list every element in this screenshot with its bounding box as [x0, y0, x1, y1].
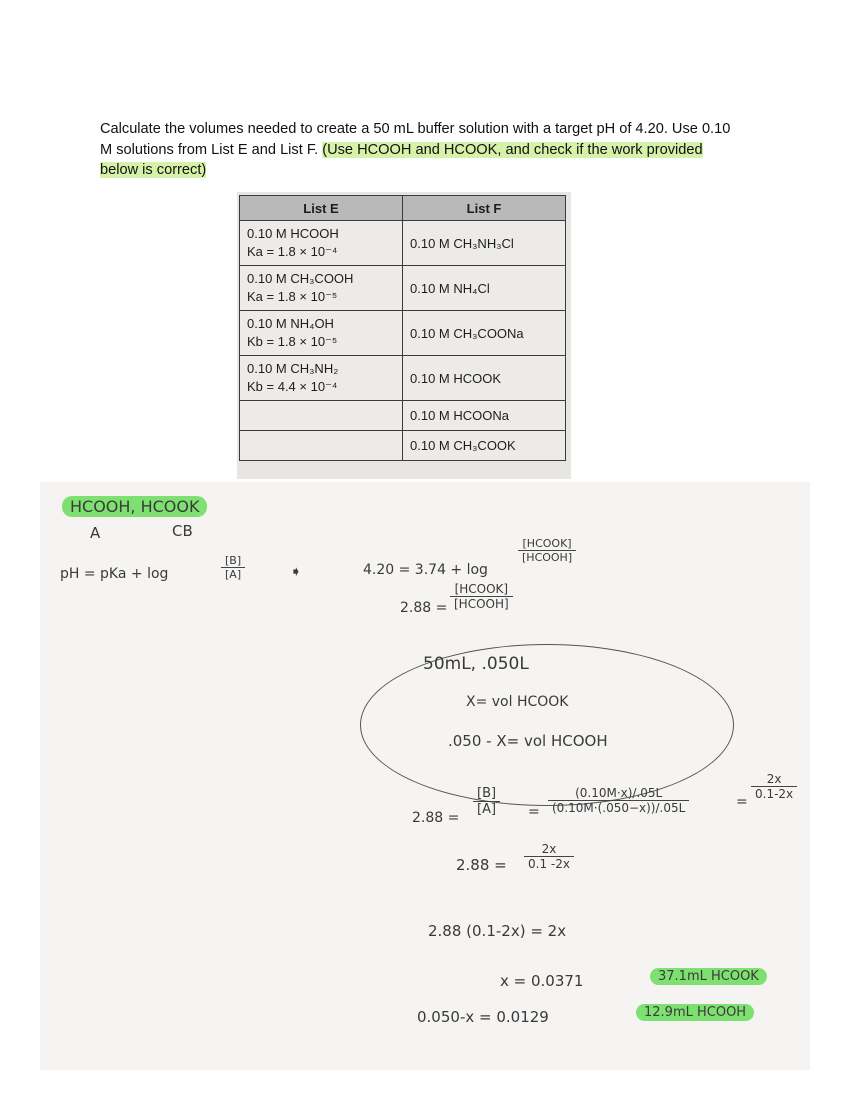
circled-assumptions	[360, 644, 734, 806]
eq2-full-fraction	[548, 786, 689, 815]
list-f-item: 0.10 M HCOONa	[403, 401, 566, 431]
list-e-item: 0.10 M CH₃COOH	[247, 271, 354, 286]
list-e-item: 0.10 M NH₄OH	[247, 316, 334, 331]
list-e-constant: Ka = 1.8 × 10⁻⁴	[247, 244, 338, 259]
list-e-constant: Ka = 1.8 × 10⁻⁵	[247, 289, 338, 304]
eq2-numerator: (0.10M·x)/.05L	[548, 786, 689, 801]
list-e-empty	[240, 431, 403, 461]
table-row	[240, 401, 566, 431]
table-row	[240, 266, 566, 311]
eq1-lhs: 4.20 = 3.74 + log	[363, 562, 488, 578]
eq2-simplified-numerator: 2x	[751, 772, 797, 787]
eq4: 2.88 (0.1-2x) = 2x	[428, 922, 567, 940]
eq2-simplified-denominator: 0.1-2x	[755, 787, 794, 801]
question-text	[100, 119, 740, 181]
eq5-x-value: x = 0.0371	[500, 972, 584, 990]
eq3-fraction	[524, 842, 574, 871]
header-list-f: List F	[403, 196, 566, 221]
eq1-denominator: [HCOOH]	[522, 551, 573, 564]
eq2-equals-2: =	[736, 794, 748, 810]
eq2-simplified-fraction	[751, 772, 797, 801]
list-f-item: 0.10 M CH₃NH₃Cl	[403, 221, 566, 266]
work-title: HCOOH, HCOOK	[62, 496, 207, 517]
question-main: Calculate the volumes needed to create a 50 mL buffer solution with a target pH of 4.20. Use 0.10 M solutions from List E and List F.	[100, 121, 731, 158]
label-conjugate-base: CB	[172, 522, 193, 540]
arrow-icon: ➧	[290, 564, 302, 580]
hh-numerator: [B]	[221, 554, 245, 568]
handwritten-work-photo	[40, 482, 810, 1070]
ratio-numerator: [HCOOK]	[450, 582, 513, 597]
hh-equation-lhs: pH = pKa + log	[60, 566, 169, 582]
list-table	[239, 195, 566, 461]
ratio-denominator: [HCOOH]	[454, 597, 509, 611]
question-highlight: (Use HCOOH and HCOOK, and check if the work provided below is correct)	[100, 141, 703, 178]
ratio-lhs: 2.88 =	[400, 600, 448, 616]
list-e-constant: Kb = 4.4 × 10⁻⁴	[247, 379, 338, 394]
hh-fraction	[221, 554, 245, 581]
header-list-e: List E	[240, 196, 403, 221]
ratio-fraction	[450, 582, 513, 611]
table-row	[240, 356, 566, 401]
eq2-lhs: 2.88 =	[412, 810, 460, 826]
table-row	[240, 311, 566, 356]
eq2-ba-fraction	[473, 786, 500, 817]
eq1-numerator: [HCOOK]	[518, 537, 576, 551]
answer-hcooh: 12.9mL HCOOH	[636, 1004, 754, 1021]
list-f-item: 0.10 M CH₃COOK	[403, 431, 566, 461]
list-e-item: 0.10 M CH₃NH₂	[247, 361, 339, 376]
list-f-item: 0.10 M CH₃COONa	[403, 311, 566, 356]
eq3-numerator: 2x	[524, 842, 574, 857]
table-row	[240, 431, 566, 461]
list-e-item: 0.10 M HCOOH	[247, 226, 339, 241]
eq2-b: [B]	[473, 786, 500, 802]
circle-line-x: X= vol HCOOK	[466, 694, 569, 710]
list-f-item: 0.10 M NH₄Cl	[403, 266, 566, 311]
table-row	[240, 221, 566, 266]
list-f-item: 0.10 M HCOOK	[403, 356, 566, 401]
list-table-photo	[237, 192, 571, 479]
eq3-lhs: 2.88 =	[456, 856, 507, 874]
eq3-denominator: 0.1 -2x	[528, 857, 570, 871]
eq2-denominator: (0.10M·(.050−x))/.05L	[552, 801, 686, 815]
eq1-fraction	[518, 537, 576, 564]
label-acid: A	[90, 524, 101, 542]
list-e-empty	[240, 401, 403, 431]
eq6-remainder-value: 0.050-x = 0.0129	[417, 1008, 549, 1026]
circle-line-remainder: .050 - X= vol HCOOH	[448, 732, 608, 750]
eq2-a: [A]	[477, 802, 497, 817]
eq2-equals: =	[528, 804, 540, 820]
list-e-constant: Kb = 1.8 × 10⁻⁵	[247, 334, 338, 349]
hh-denominator: [A]	[225, 568, 242, 581]
circle-line-volume: 50mL, .050L	[423, 654, 529, 674]
answer-hcook: 37.1mL HCOOK	[650, 968, 767, 985]
